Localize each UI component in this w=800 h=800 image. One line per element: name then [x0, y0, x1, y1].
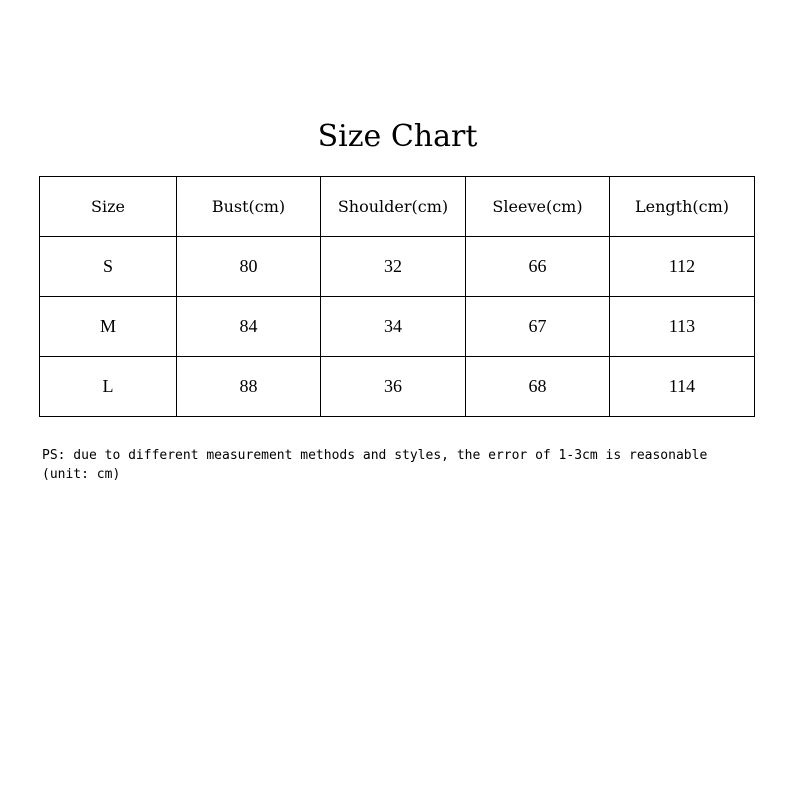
cell-size: L — [40, 357, 177, 417]
cell-bust: 88 — [177, 357, 321, 417]
cell-sleeve: 68 — [466, 357, 610, 417]
page-title: Size Chart — [317, 119, 478, 154]
header-sleeve: Sleeve(cm) — [466, 177, 610, 237]
measurement-note — [42, 446, 782, 484]
cell-shoulder: 34 — [321, 297, 466, 357]
cell-sleeve: 67 — [466, 297, 610, 357]
cell-sleeve: 66 — [466, 237, 610, 297]
note-line-1: PS: due to different measurement methods and styles, the error of 1-3cm is reasonable — [42, 448, 708, 463]
header-size: Size — [40, 177, 177, 237]
cell-length: 112 — [610, 237, 755, 297]
cell-size: S — [40, 237, 177, 297]
cell-length: 114 — [610, 357, 755, 417]
note-line-2: (unit: cm) — [42, 467, 121, 482]
cell-bust: 84 — [177, 297, 321, 357]
cell-shoulder: 36 — [321, 357, 466, 417]
cell-bust: 80 — [177, 237, 321, 297]
cell-length: 113 — [610, 297, 755, 357]
header-bust: Bust(cm) — [177, 177, 321, 237]
table-header-row — [40, 177, 755, 237]
table-row — [40, 357, 755, 417]
size-chart-table — [39, 176, 755, 417]
header-length: Length(cm) — [610, 177, 755, 237]
table-row — [40, 237, 755, 297]
cell-size: M — [40, 297, 177, 357]
cell-shoulder: 32 — [321, 237, 466, 297]
table-row — [40, 297, 755, 357]
header-shoulder: Shoulder(cm) — [321, 177, 466, 237]
